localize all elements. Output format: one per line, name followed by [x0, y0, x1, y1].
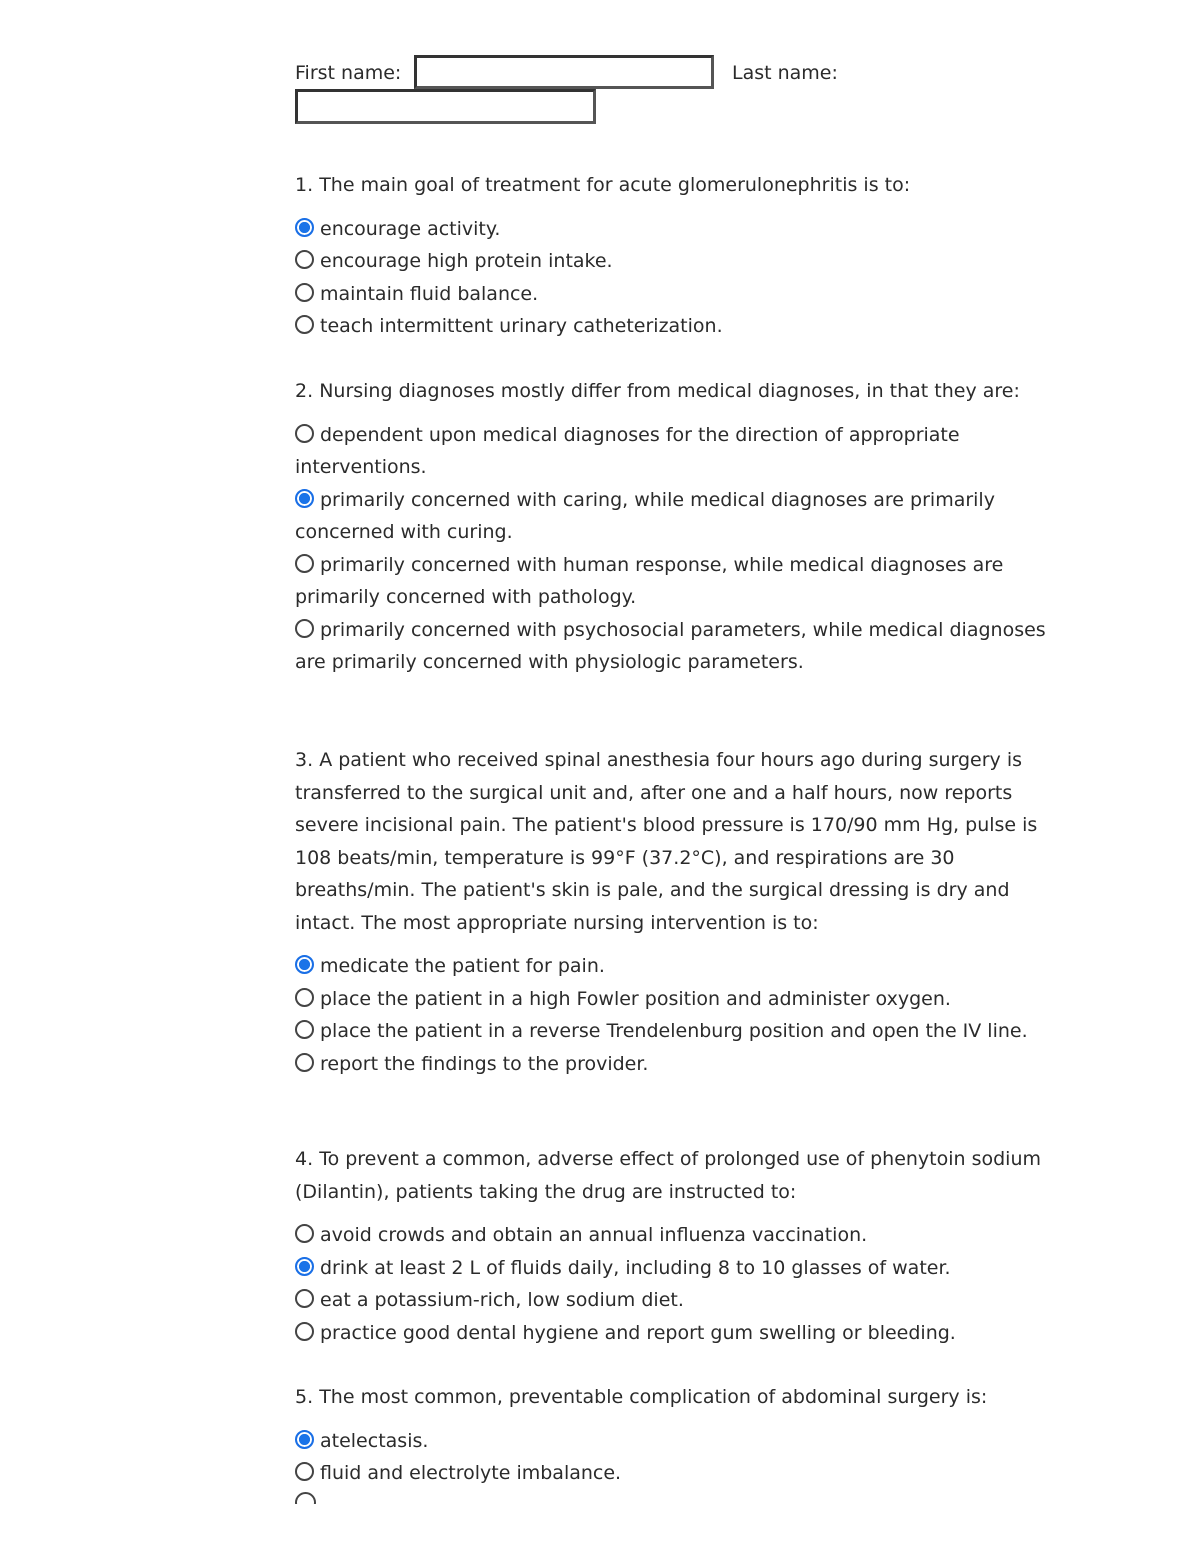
option-label: primarily concerned with caring, while medical diagnoses are primarily concerned with curing. — [295, 488, 995, 543]
option-label: primarily concerned with human response, while medical diagnoses are primarily concerned with pathology. — [295, 553, 1004, 608]
answer-option[interactable] — [295, 1457, 1055, 1490]
answer-options — [295, 950, 1055, 1080]
question-3 — [295, 744, 1055, 1080]
question-5 — [295, 1381, 1055, 1490]
answer-option[interactable] — [295, 950, 1055, 983]
name-fields — [295, 55, 1055, 125]
radio-checked-icon[interactable] — [295, 1430, 314, 1449]
question-text: 2. Nursing diagnoses mostly differ from medical diagnoses, in that they are: — [295, 380, 1020, 402]
option-label: eat a potassium-rich, low sodium diet. — [320, 1289, 684, 1311]
option-label: dependent upon medical diagnoses for the direction of appropriate interventions. — [295, 423, 960, 478]
option-label: atelectasis. — [320, 1429, 429, 1452]
radio-icon[interactable] — [295, 1322, 314, 1341]
answer-options — [295, 419, 1055, 679]
option-label: drink at least 2 L of fluids daily, including 8 to 10 glasses of water. — [320, 1256, 951, 1279]
answer-options — [295, 1219, 1055, 1349]
first-name-input[interactable] — [414, 55, 714, 89]
radio-icon[interactable] — [295, 1020, 314, 1039]
question-text: 5. The most common, preventable complication of abdominal surgery is: — [295, 1386, 988, 1408]
answer-options — [295, 213, 1055, 343]
radio-icon[interactable] — [295, 315, 314, 334]
question-4 — [295, 1143, 1055, 1349]
option-label: primarily concerned with psychosocial parameters, while medical diagnoses are primarily concerned with physiologic parameters. — [295, 618, 1046, 673]
question-1 — [295, 169, 1055, 343]
first-name-label: First name: — [295, 62, 402, 84]
radio-checked-icon[interactable] — [295, 955, 314, 974]
answer-option[interactable] — [295, 1219, 1055, 1252]
radio-icon[interactable] — [295, 1462, 314, 1481]
answer-option[interactable] — [295, 310, 1055, 343]
radio-icon[interactable] — [295, 619, 314, 638]
radio-icon[interactable] — [295, 424, 314, 443]
option-label: encourage high protein intake. — [320, 250, 613, 272]
answer-option[interactable] — [295, 549, 1055, 614]
last-name-label: Last name: — [732, 62, 838, 84]
radio-icon[interactable] — [295, 1289, 314, 1308]
answer-options — [295, 1425, 1055, 1490]
radio-icon[interactable] — [295, 554, 314, 573]
question-text: 1. The main goal of treatment for acute glomerulonephritis is to: — [295, 174, 911, 196]
radio-checked-icon[interactable] — [295, 218, 314, 237]
answer-option[interactable] — [295, 983, 1055, 1016]
answer-option[interactable] — [295, 278, 1055, 311]
radio-icon[interactable] — [295, 283, 314, 302]
question-text: 4. To prevent a common, adverse effect of prolonged use of phenytoin sodium (Dilantin), patients taking the drug are instructed to: — [295, 1148, 1042, 1203]
question-text: 3. A patient who received spinal anesthesia four hours ago during surgery is transferred to the surgical unit and, after one and a half hours, now reports severe incisional pain. The patient's blood pressure is 170/90 mm Hg, pulse is 108 beats/min, temperature is 99°F (37.2°C), and respirations are 30 breaths/min. The patient's skin is pale, and the surgical dressing is dry and intact. The most appropriate nursing intervention is to: — [295, 749, 1038, 934]
radio-checked-icon[interactable] — [295, 1257, 314, 1276]
answer-option[interactable] — [295, 419, 1055, 484]
radio-icon — [295, 1492, 316, 1504]
radio-checked-icon[interactable] — [295, 489, 314, 508]
option-label: fluid and electrolyte imbalance. — [320, 1462, 622, 1484]
question-2 — [295, 375, 1055, 679]
last-name-input[interactable] — [295, 89, 596, 124]
radio-icon[interactable] — [295, 1224, 314, 1243]
option-label: maintain fluid balance. — [320, 282, 539, 305]
answer-option[interactable] — [295, 1015, 1055, 1048]
option-label: teach intermittent urinary catheterization. — [320, 315, 723, 337]
radio-icon[interactable] — [295, 1053, 314, 1072]
option-label: place the patient in a high Fowler position and administer oxygen. — [320, 987, 951, 1010]
answer-option[interactable] — [295, 614, 1055, 679]
option-label: place the patient in a reverse Trendelenburg position and open the IV line. — [320, 1020, 1028, 1042]
answer-option[interactable] — [295, 1425, 1055, 1458]
option-label: practice good dental hygiene and report gum swelling or bleeding. — [320, 1321, 956, 1344]
answer-option[interactable] — [295, 213, 1055, 246]
radio-icon[interactable] — [295, 988, 314, 1007]
answer-option[interactable] — [295, 1317, 1055, 1350]
option-label: avoid crowds and obtain an annual influenza vaccination. — [320, 1224, 868, 1246]
option-label: encourage activity. — [320, 217, 501, 240]
option-label: report the findings to the provider. — [320, 1052, 649, 1075]
answer-option[interactable] — [295, 245, 1055, 278]
answer-option[interactable] — [295, 1252, 1055, 1285]
answer-option[interactable] — [295, 484, 1055, 549]
option-label: medicate the patient for pain. — [320, 955, 605, 977]
answer-option[interactable] — [295, 1048, 1055, 1081]
cut-off-radio — [295, 1492, 325, 1504]
radio-icon[interactable] — [295, 250, 314, 269]
answer-option[interactable] — [295, 1284, 1055, 1317]
